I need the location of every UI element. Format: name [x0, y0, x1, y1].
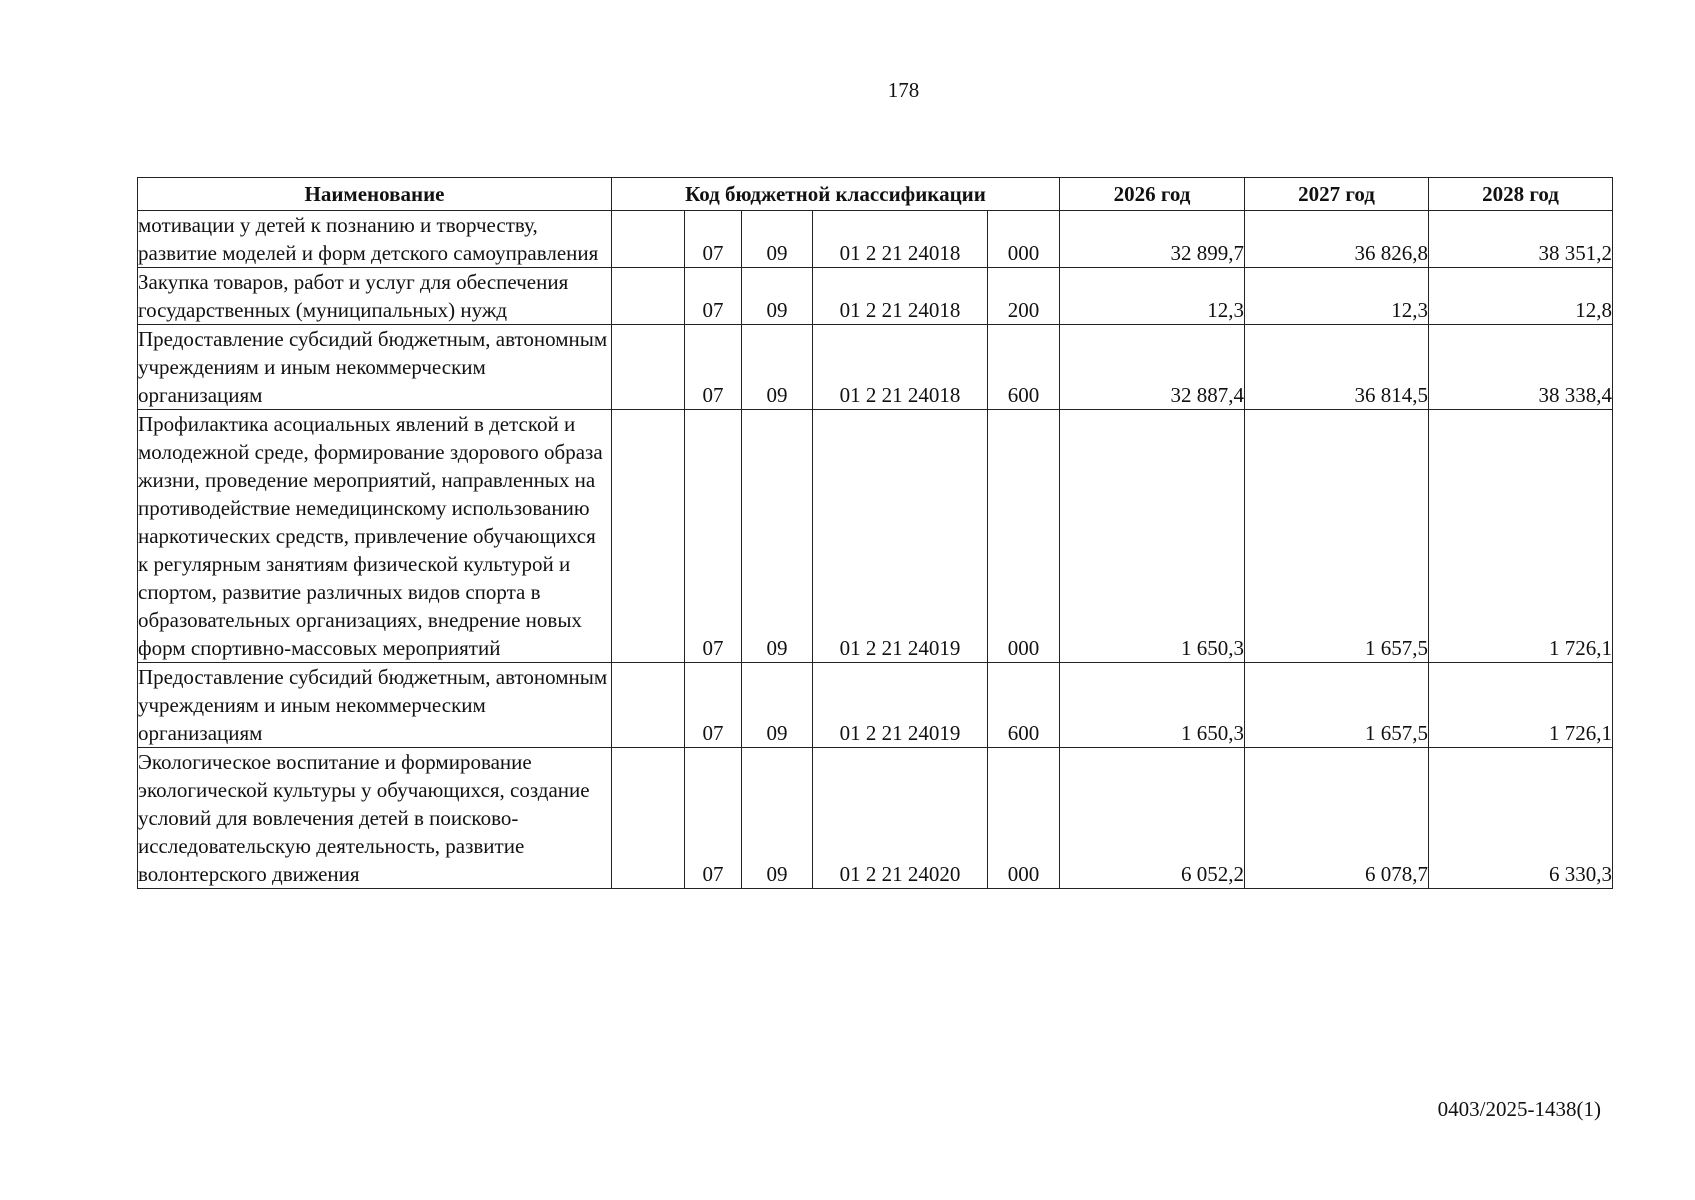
- subsection-code: 09: [742, 663, 813, 748]
- value-2026: 1 650,3: [1060, 663, 1245, 748]
- table-row: [138, 748, 1613, 889]
- document-code: 0403/2025-1438(1): [1437, 1097, 1601, 1121]
- section-code: 07: [685, 268, 742, 325]
- empty-cell: [612, 268, 685, 325]
- section-code: 07: [685, 325, 742, 410]
- expense-code: 600: [988, 325, 1060, 410]
- header-name: Наименование: [138, 178, 612, 211]
- target-code: 01 2 21 24018: [813, 211, 988, 268]
- subsection-code: 09: [742, 410, 813, 663]
- value-2026: 32 899,7: [1060, 211, 1245, 268]
- value-2026: 1 650,3: [1060, 410, 1245, 663]
- value-2026: 12,3: [1060, 268, 1245, 325]
- table-row: [138, 268, 1613, 325]
- empty-cell: [612, 410, 685, 663]
- header-code: Код бюджетной классификации: [612, 178, 1060, 211]
- page-number: 178: [887, 78, 920, 102]
- row-name: Закупка товаров, работ и услуг для обеспечения государственных (муниципальных) нужд: [138, 268, 612, 325]
- subsection-code: 09: [742, 211, 813, 268]
- table-row: [138, 663, 1613, 748]
- row-name: мотивации у детей к познанию и творчеству, развитие моделей и форм детского самоуправления: [138, 211, 612, 268]
- budget-table: [137, 177, 1613, 889]
- value-2027: 1 657,5: [1245, 663, 1429, 748]
- value-2028: 1 726,1: [1429, 410, 1613, 663]
- header-2026: 2026 год: [1060, 178, 1245, 211]
- subsection-code: 09: [742, 748, 813, 889]
- section-code: 07: [685, 748, 742, 889]
- value-2026: 32 887,4: [1060, 325, 1245, 410]
- expense-code: 000: [988, 410, 1060, 663]
- value-2027: 12,3: [1245, 268, 1429, 325]
- target-code: 01 2 21 24020: [813, 748, 988, 889]
- row-name: Профилактика асоциальных явлений в детской и молодежной среде, формирование здорового образа жизни, проведение мероприятий, направленных на противодействие немедицинскому использованию наркотических средств, привлечение обучающихся к регулярным занятиям физической культурой и спортом, развитие различных видов спорта в образовательных организациях, внедрение новых форм спортивно-массовых мероприятий: [138, 410, 612, 663]
- value-2027: 6 078,7: [1245, 748, 1429, 889]
- table-row: [138, 325, 1613, 410]
- expense-code: 600: [988, 663, 1060, 748]
- table-header-row: [138, 178, 1613, 211]
- row-name: Предоставление субсидий бюджетным, автономным учреждениям и иным некоммерческим организациям: [138, 325, 612, 410]
- empty-cell: [612, 325, 685, 410]
- table-row: [138, 410, 1613, 663]
- target-code: 01 2 21 24019: [813, 410, 988, 663]
- expense-code: 200: [988, 268, 1060, 325]
- value-2027: 1 657,5: [1245, 410, 1429, 663]
- target-code: 01 2 21 24018: [813, 325, 988, 410]
- section-code: 07: [685, 410, 742, 663]
- table-row: [138, 211, 1613, 268]
- empty-cell: [612, 663, 685, 748]
- value-2027: 36 826,8: [1245, 211, 1429, 268]
- section-code: 07: [685, 663, 742, 748]
- section-code: 07: [685, 211, 742, 268]
- value-2028: 1 726,1: [1429, 663, 1613, 748]
- target-code: 01 2 21 24019: [813, 663, 988, 748]
- header-2027: 2027 год: [1245, 178, 1429, 211]
- value-2026: 6 052,2: [1060, 748, 1245, 889]
- value-2027: 36 814,5: [1245, 325, 1429, 410]
- row-name: Предоставление субсидий бюджетным, автономным учреждениям и иным некоммерческим организациям: [138, 663, 612, 748]
- value-2028: 38 338,4: [1429, 325, 1613, 410]
- value-2028: 12,8: [1429, 268, 1613, 325]
- empty-cell: [612, 211, 685, 268]
- expense-code: 000: [988, 748, 1060, 889]
- row-name: Экологическое воспитание и формирование экологической культуры у обучающихся, создание условий для вовлечения детей в поисково-исследовательскую деятельность, развитие волонтерского движения: [138, 748, 612, 889]
- target-code: 01 2 21 24018: [813, 268, 988, 325]
- empty-cell: [612, 748, 685, 889]
- value-2028: 38 351,2: [1429, 211, 1613, 268]
- value-2028: 6 330,3: [1429, 748, 1613, 889]
- header-2028: 2028 год: [1429, 178, 1613, 211]
- expense-code: 000: [988, 211, 1060, 268]
- subsection-code: 09: [742, 268, 813, 325]
- subsection-code: 09: [742, 325, 813, 410]
